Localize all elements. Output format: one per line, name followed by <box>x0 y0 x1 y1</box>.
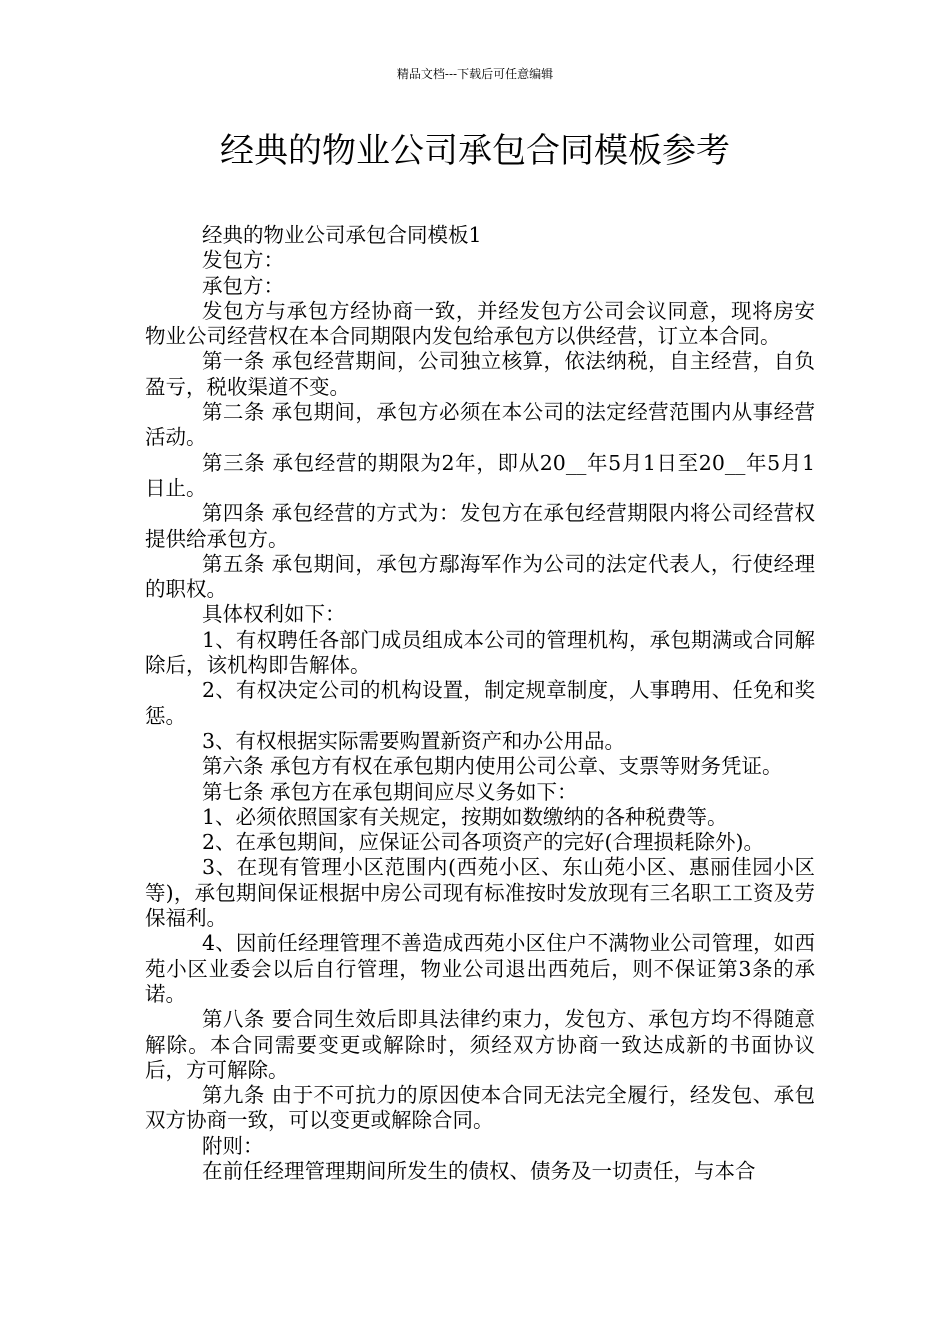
rights-heading: 具体权利如下： <box>202 602 346 627</box>
article-5: 第五条 承包期间，承包方鄢海军作为公司的法定代表人，行使经理的职权。 <box>145 551 815 602</box>
duty-item-1: 1、必须依照国家有关规定，按期如数缴纳的各种税费等。 <box>202 804 728 829</box>
intro-paragraph: 发包方与承包方经协商一致，并经发包方公司会议同意，现将房安物业公司经营权在本合同期限内发包给承包方以供经营，订立本合同。 <box>145 298 815 349</box>
duty-item-4: 4、因前任经理管理不善造成西苑小区住户不满物业公司管理，如西苑小区业委会以后自行管理，物业公司退出西苑后，则不保证第3条的承诺。 <box>145 931 815 1006</box>
section-heading: 经典的物业公司承包合同模板1 <box>202 223 482 247</box>
article-9: 第九条 由于不可抗力的原因使本合同无法完全履行，经发包、承包双方协商一致，可以变更或解除合同。 <box>145 1083 815 1133</box>
right-item-2: 2、有权决定公司的机构设置，制定规章制度，人事聘用、任免和奖惩。 <box>145 678 815 728</box>
duty-item-3: 3、在现有管理小区范围内(西苑小区、东山苑小区、惠丽佳园小区等)，承包期间保证根据中房公司现有标准按时发放现有三名职工工资及劳保福利。 <box>145 855 815 931</box>
header-note: 精品文档---下载后可任意编辑 <box>396 67 554 81</box>
article-1: 第一条 承包经营期间，公司独立核算，依法纳税，自主经营，自负盈亏，税收渠道不变。 <box>145 349 815 399</box>
appendix-heading: 附则： <box>202 1133 264 1158</box>
party-a-line: 发包方： <box>202 248 284 273</box>
document-title: 经典的物业公司承包合同模板参考 <box>220 131 730 171</box>
party-b-line: 承包方： <box>202 273 284 298</box>
right-item-1: 1、有权聘任各部门成员组成本公司的管理机构，承包期满或合同解除后，该机构即告解体。 <box>145 627 815 678</box>
article-7: 第七条 承包方在承包期间应尽义务如下： <box>202 779 578 804</box>
document-body <box>145 223 815 1184</box>
article-3: 第三条 承包经营的期限为2年，即从20__年5月1日至20__年5月1日止。 <box>145 450 815 500</box>
article-2: 第二条 承包期间，承包方必须在本公司的法定经营范围内从事经营活动。 <box>145 400 815 450</box>
appendix-paragraph: 在前任经理管理期间所发生的债权、债务及一切责任，与本合 <box>202 1158 756 1183</box>
article-8: 第八条 要合同生效后即具法律约束力，发包方、承包方均不得随意解除。本合同需要变更或解除时，须经双方协商一致达成新的书面协议后，方可解除。 <box>145 1007 815 1082</box>
article-4: 第四条 承包经营的方式为：发包方在承包经营期限内将公司经营权提供给承包方。 <box>145 501 815 551</box>
article-6: 第六条 承包方有权在承包期内使用公司公章、支票等财务凭证。 <box>202 754 783 779</box>
right-item-3: 3、有权根据实际需要购置新资产和办公用品。 <box>202 728 626 753</box>
duty-item-2: 2、在承包期间，应保证公司各项资产的完好(合理损耗除外)。 <box>202 830 765 855</box>
